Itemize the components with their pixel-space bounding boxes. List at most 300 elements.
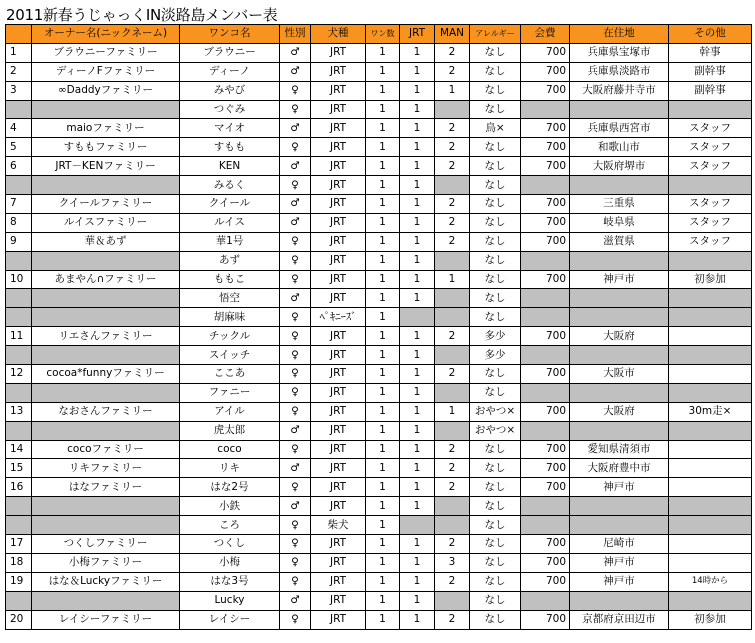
- cell-owner: レイシーファミリー: [32, 610, 180, 629]
- cell-no: [6, 591, 32, 610]
- cell-other: [669, 535, 752, 554]
- cell-breed: JRT: [311, 195, 366, 214]
- cell-sex: ♂: [280, 62, 311, 81]
- cell-dog: ディーノ: [180, 62, 280, 81]
- cell-other: [669, 421, 752, 440]
- cell-jrt: 1: [400, 553, 435, 572]
- cell-wan-count: 1: [366, 157, 400, 176]
- cell-man: 2: [435, 232, 470, 251]
- cell-wan-count: 1: [366, 195, 400, 214]
- cell-wan-count: 1: [366, 535, 400, 554]
- cell-man: 2: [435, 213, 470, 232]
- cell-owner: つくしファミリー: [32, 535, 180, 554]
- cell-jrt: 1: [400, 497, 435, 516]
- cell-other: スタッフ: [669, 213, 752, 232]
- cell-fee: 700: [521, 535, 570, 554]
- cell-dog: はな3号: [180, 572, 280, 591]
- cell-sex: ♀: [280, 81, 311, 100]
- table-row: [6, 62, 752, 81]
- cell-allergy: なし: [470, 232, 521, 251]
- cell-allergy: なし: [470, 535, 521, 554]
- cell-no: 12: [6, 365, 32, 384]
- cell-no: 11: [6, 327, 32, 346]
- cell-other: [669, 591, 752, 610]
- cell-area: 大阪府: [570, 327, 669, 346]
- cell-breed: JRT: [311, 572, 366, 591]
- cell-dog: ブラウニー: [180, 43, 280, 62]
- cell-sex: ♀: [280, 553, 311, 572]
- cell-sex: ♂: [280, 43, 311, 62]
- cell-area: 大阪府藤井寺市: [570, 81, 669, 100]
- cell-no: [6, 421, 32, 440]
- cell-dog: ころ: [180, 516, 280, 535]
- cell-dog: つくし: [180, 535, 280, 554]
- cell-no: 5: [6, 138, 32, 157]
- cell-owner: 小梅ファミリー: [32, 553, 180, 572]
- cell-no: [6, 176, 32, 195]
- cell-jrt: 1: [400, 327, 435, 346]
- cell-sex: ♀: [280, 100, 311, 119]
- cell-dog: 悟空: [180, 289, 280, 308]
- cell-breed: JRT: [311, 157, 366, 176]
- cell-area: 神戸市: [570, 270, 669, 289]
- cell-jrt: 1: [400, 213, 435, 232]
- cell-sex: ♂: [280, 421, 311, 440]
- cell-owner: JRT－KENファミリー: [32, 157, 180, 176]
- cell-area: 兵庫県淡路市: [570, 62, 669, 81]
- cell-owner: [32, 497, 180, 516]
- cell-owner: [32, 383, 180, 402]
- cell-man: 2: [435, 327, 470, 346]
- cell-area: 大阪府堺市: [570, 157, 669, 176]
- cell-area: 神戸市: [570, 478, 669, 497]
- cell-wan-count: 1: [366, 81, 400, 100]
- cell-owner: クイールファミリー: [32, 195, 180, 214]
- cell-other: 幹事: [669, 43, 752, 62]
- cell-fee: [521, 308, 570, 327]
- cell-man: [435, 289, 470, 308]
- cell-man: [435, 251, 470, 270]
- cell-owner: cocoa*funnyファミリー: [32, 365, 180, 384]
- cell-allergy: 多少: [470, 327, 521, 346]
- cell-no: 19: [6, 572, 32, 591]
- cell-other: 14時から: [669, 572, 752, 591]
- cell-breed: JRT: [311, 81, 366, 100]
- cell-other: 副幹事: [669, 62, 752, 81]
- cell-fee: 700: [521, 138, 570, 157]
- cell-sex: ♀: [280, 176, 311, 195]
- table-row: [6, 591, 752, 610]
- cell-allergy: 多少: [470, 346, 521, 365]
- cell-area: 大阪府豊中市: [570, 459, 669, 478]
- cell-jrt: 1: [400, 478, 435, 497]
- table-row: [6, 289, 752, 308]
- cell-other: [669, 440, 752, 459]
- cell-other: [669, 383, 752, 402]
- cell-sex: ♀: [280, 270, 311, 289]
- cell-other: スタッフ: [669, 195, 752, 214]
- cell-jrt: 1: [400, 81, 435, 100]
- cell-owner: あまやん∩ファミリー: [32, 270, 180, 289]
- cell-dog: マイオ: [180, 119, 280, 138]
- cell-fee: 700: [521, 459, 570, 478]
- cell-wan-count: 1: [366, 610, 400, 629]
- table-row: [6, 43, 752, 62]
- table-row: [6, 327, 752, 346]
- cell-sex: ♀: [280, 610, 311, 629]
- cell-owner: [32, 591, 180, 610]
- cell-man: 1: [435, 402, 470, 421]
- header-no: [6, 25, 32, 44]
- cell-dog: クイール: [180, 195, 280, 214]
- cell-fee: 700: [521, 365, 570, 384]
- cell-other: 30m走×: [669, 402, 752, 421]
- header-other: その他: [669, 25, 752, 44]
- cell-fee: 700: [521, 440, 570, 459]
- cell-no: 7: [6, 195, 32, 214]
- cell-jrt: 1: [400, 195, 435, 214]
- cell-allergy: なし: [470, 251, 521, 270]
- cell-fee: 700: [521, 270, 570, 289]
- cell-wan-count: 1: [366, 270, 400, 289]
- cell-no: [6, 516, 32, 535]
- table-row: [6, 478, 752, 497]
- cell-area: 兵庫県西宮市: [570, 119, 669, 138]
- cell-dog: 小鉄: [180, 497, 280, 516]
- cell-no: 1: [6, 43, 32, 62]
- cell-owner: はな＆Luckyファミリー: [32, 572, 180, 591]
- cell-owner: [32, 308, 180, 327]
- cell-breed: JRT: [311, 610, 366, 629]
- cell-breed: JRT: [311, 346, 366, 365]
- cell-wan-count: 1: [366, 497, 400, 516]
- table-row: [6, 610, 752, 629]
- cell-breed: JRT: [311, 213, 366, 232]
- cell-breed: JRT: [311, 119, 366, 138]
- cell-owner: maioファミリー: [32, 119, 180, 138]
- cell-dog: みるく: [180, 176, 280, 195]
- cell-man: 2: [435, 138, 470, 157]
- cell-fee: [521, 346, 570, 365]
- cell-owner: cocoファミリー: [32, 440, 180, 459]
- cell-no: 17: [6, 535, 32, 554]
- table-row: [6, 553, 752, 572]
- cell-wan-count: 1: [366, 572, 400, 591]
- cell-area: [570, 308, 669, 327]
- cell-other: [669, 251, 752, 270]
- cell-allergy: なし: [470, 81, 521, 100]
- cell-allergy: なし: [470, 440, 521, 459]
- cell-wan-count: 1: [366, 327, 400, 346]
- cell-allergy: おやつ×: [470, 402, 521, 421]
- cell-sex: ♀: [280, 365, 311, 384]
- cell-jrt: 1: [400, 591, 435, 610]
- cell-sex: ♂: [280, 119, 311, 138]
- header-man: MAN: [435, 25, 470, 44]
- cell-other: スタッフ: [669, 157, 752, 176]
- cell-fee: 700: [521, 572, 570, 591]
- cell-no: 4: [6, 119, 32, 138]
- cell-sex: ♀: [280, 535, 311, 554]
- table-row: [6, 383, 752, 402]
- cell-wan-count: 1: [366, 478, 400, 497]
- cell-sex: ♀: [280, 138, 311, 157]
- cell-allergy: なし: [470, 459, 521, 478]
- cell-wan-count: 1: [366, 308, 400, 327]
- cell-other: [669, 553, 752, 572]
- cell-man: 2: [435, 43, 470, 62]
- cell-allergy: なし: [470, 478, 521, 497]
- cell-jrt: 1: [400, 346, 435, 365]
- cell-wan-count: 1: [366, 100, 400, 119]
- cell-wan-count: 1: [366, 62, 400, 81]
- cell-dog: ここあ: [180, 365, 280, 384]
- cell-fee: [521, 497, 570, 516]
- cell-breed: JRT: [311, 232, 366, 251]
- cell-area: 京都府京田辺市: [570, 610, 669, 629]
- cell-dog: KEN: [180, 157, 280, 176]
- cell-owner: [32, 346, 180, 365]
- table-row: [6, 195, 752, 214]
- cell-dog: ももこ: [180, 270, 280, 289]
- cell-sex: ♂: [280, 289, 311, 308]
- cell-breed: JRT: [311, 440, 366, 459]
- cell-owner: ディーノFファミリー: [32, 62, 180, 81]
- cell-other: 初参加: [669, 270, 752, 289]
- cell-other: [669, 346, 752, 365]
- cell-sex: ♀: [280, 327, 311, 346]
- cell-wan-count: 1: [366, 516, 400, 535]
- cell-fee: [521, 591, 570, 610]
- table-row: [6, 365, 752, 384]
- table-row: [6, 213, 752, 232]
- cell-owner: リキファミリー: [32, 459, 180, 478]
- cell-area: [570, 100, 669, 119]
- cell-dog: 虎太郎: [180, 421, 280, 440]
- cell-other: [669, 289, 752, 308]
- cell-allergy: なし: [470, 553, 521, 572]
- table-row: [6, 440, 752, 459]
- cell-sex: ♂: [280, 213, 311, 232]
- cell-fee: 700: [521, 81, 570, 100]
- cell-fee: 700: [521, 119, 570, 138]
- cell-owner: [32, 516, 180, 535]
- cell-dog: 胡麻味: [180, 308, 280, 327]
- cell-sex: ♀: [280, 478, 311, 497]
- table-row: [6, 497, 752, 516]
- cell-breed: JRT: [311, 535, 366, 554]
- cell-no: 3: [6, 81, 32, 100]
- cell-owner: すももファミリー: [32, 138, 180, 157]
- cell-breed: JRT: [311, 62, 366, 81]
- cell-sex: ♀: [280, 516, 311, 535]
- cell-man: 2: [435, 478, 470, 497]
- cell-no: [6, 251, 32, 270]
- cell-other: [669, 497, 752, 516]
- table-row: [6, 516, 752, 535]
- cell-dog: ルイス: [180, 213, 280, 232]
- cell-sex: ♂: [280, 591, 311, 610]
- cell-wan-count: 1: [366, 251, 400, 270]
- cell-no: [6, 346, 32, 365]
- cell-no: 18: [6, 553, 32, 572]
- cell-man: [435, 346, 470, 365]
- cell-dog: 小梅: [180, 553, 280, 572]
- cell-other: [669, 176, 752, 195]
- cell-man: 2: [435, 119, 470, 138]
- cell-jrt: 1: [400, 383, 435, 402]
- cell-breed: JRT: [311, 421, 366, 440]
- cell-wan-count: 1: [366, 346, 400, 365]
- cell-jrt: 1: [400, 138, 435, 157]
- cell-dog: はな2号: [180, 478, 280, 497]
- cell-fee: 700: [521, 195, 570, 214]
- cell-fee: [521, 421, 570, 440]
- cell-wan-count: 1: [366, 421, 400, 440]
- cell-no: 8: [6, 213, 32, 232]
- cell-allergy: おやつ×: [470, 421, 521, 440]
- cell-no: [6, 383, 32, 402]
- cell-area: 尼崎市: [570, 535, 669, 554]
- cell-breed: JRT: [311, 138, 366, 157]
- cell-other: スタッフ: [669, 119, 752, 138]
- cell-sex: ♀: [280, 346, 311, 365]
- cell-wan-count: 1: [366, 383, 400, 402]
- cell-owner: 華＆あず: [32, 232, 180, 251]
- cell-dog: Lucky: [180, 591, 280, 610]
- header-allergy: アレルギー: [470, 25, 521, 44]
- cell-allergy: 鳥×: [470, 119, 521, 138]
- cell-jrt: 1: [400, 232, 435, 251]
- table-row: [6, 138, 752, 157]
- cell-allergy: なし: [470, 213, 521, 232]
- member-table: [5, 24, 752, 630]
- cell-breed: JRT: [311, 176, 366, 195]
- header-area: 在住地: [570, 25, 669, 44]
- cell-no: [6, 100, 32, 119]
- cell-no: 15: [6, 459, 32, 478]
- cell-allergy: なし: [470, 157, 521, 176]
- cell-dog: みやび: [180, 81, 280, 100]
- cell-jrt: 1: [400, 251, 435, 270]
- cell-breed: JRT: [311, 43, 366, 62]
- cell-sex: ♀: [280, 308, 311, 327]
- cell-owner: なおさんファミリー: [32, 402, 180, 421]
- cell-no: 6: [6, 157, 32, 176]
- cell-other: [669, 327, 752, 346]
- cell-fee: [521, 251, 570, 270]
- cell-jrt: 1: [400, 100, 435, 119]
- cell-allergy: なし: [470, 62, 521, 81]
- cell-breed: 柴犬: [311, 516, 366, 535]
- cell-wan-count: 1: [366, 459, 400, 478]
- cell-area: 和歌山市: [570, 138, 669, 157]
- cell-man: 2: [435, 440, 470, 459]
- cell-allergy: なし: [470, 289, 521, 308]
- cell-breed: JRT: [311, 478, 366, 497]
- cell-allergy: なし: [470, 610, 521, 629]
- cell-area: 大阪市: [570, 365, 669, 384]
- cell-sex: ♀: [280, 251, 311, 270]
- header-owner: オーナー名(ニックネーム): [32, 25, 180, 44]
- cell-area: 三重県: [570, 195, 669, 214]
- cell-fee: [521, 383, 570, 402]
- cell-allergy: なし: [470, 43, 521, 62]
- cell-sex: ♀: [280, 383, 311, 402]
- cell-dog: ファニー: [180, 383, 280, 402]
- header-jrt: JRT: [400, 25, 435, 44]
- cell-other: [669, 308, 752, 327]
- cell-sex: ♀: [280, 572, 311, 591]
- cell-other: 初参加: [669, 610, 752, 629]
- cell-jrt: [400, 516, 435, 535]
- cell-fee: 700: [521, 62, 570, 81]
- cell-area: [570, 516, 669, 535]
- cell-sex: ♀: [280, 440, 311, 459]
- cell-man: [435, 497, 470, 516]
- cell-breed: JRT: [311, 497, 366, 516]
- cell-man: 2: [435, 62, 470, 81]
- cell-wan-count: 1: [366, 365, 400, 384]
- cell-area: 岐阜県: [570, 213, 669, 232]
- cell-allergy: なし: [470, 365, 521, 384]
- cell-other: 副幹事: [669, 81, 752, 100]
- cell-jrt: 1: [400, 365, 435, 384]
- table-row: [6, 251, 752, 270]
- cell-fee: 700: [521, 553, 570, 572]
- cell-jrt: 1: [400, 119, 435, 138]
- cell-jrt: 1: [400, 440, 435, 459]
- cell-jrt: 1: [400, 459, 435, 478]
- cell-area: 大阪府: [570, 402, 669, 421]
- cell-no: 14: [6, 440, 32, 459]
- cell-man: 2: [435, 195, 470, 214]
- cell-allergy: なし: [470, 176, 521, 195]
- cell-jrt: 1: [400, 402, 435, 421]
- cell-breed: JRT: [311, 591, 366, 610]
- cell-man: [435, 591, 470, 610]
- cell-man: [435, 176, 470, 195]
- cell-breed: ﾍﾟｷﾆｰｽﾞ: [311, 308, 366, 327]
- cell-fee: [521, 516, 570, 535]
- cell-dog: スイッチ: [180, 346, 280, 365]
- cell-fee: 700: [521, 232, 570, 251]
- cell-fee: 700: [521, 213, 570, 232]
- cell-wan-count: 1: [366, 138, 400, 157]
- cell-area: [570, 497, 669, 516]
- cell-other: [669, 516, 752, 535]
- cell-fee: [521, 176, 570, 195]
- cell-no: 2: [6, 62, 32, 81]
- cell-breed: JRT: [311, 251, 366, 270]
- sheet-title: 2011新春うじゃっくIN淡路島メンバー表: [6, 6, 278, 24]
- cell-area: 愛知県清須市: [570, 440, 669, 459]
- cell-dog: つぐみ: [180, 100, 280, 119]
- cell-man: 2: [435, 572, 470, 591]
- cell-allergy: なし: [470, 516, 521, 535]
- cell-sex: ♂: [280, 459, 311, 478]
- cell-dog: リキ: [180, 459, 280, 478]
- cell-area: [570, 591, 669, 610]
- cell-fee: [521, 289, 570, 308]
- cell-no: 10: [6, 270, 32, 289]
- cell-jrt: 1: [400, 270, 435, 289]
- cell-breed: JRT: [311, 327, 366, 346]
- cell-jrt: 1: [400, 535, 435, 554]
- cell-wan-count: 1: [366, 119, 400, 138]
- cell-area: [570, 289, 669, 308]
- cell-area: [570, 383, 669, 402]
